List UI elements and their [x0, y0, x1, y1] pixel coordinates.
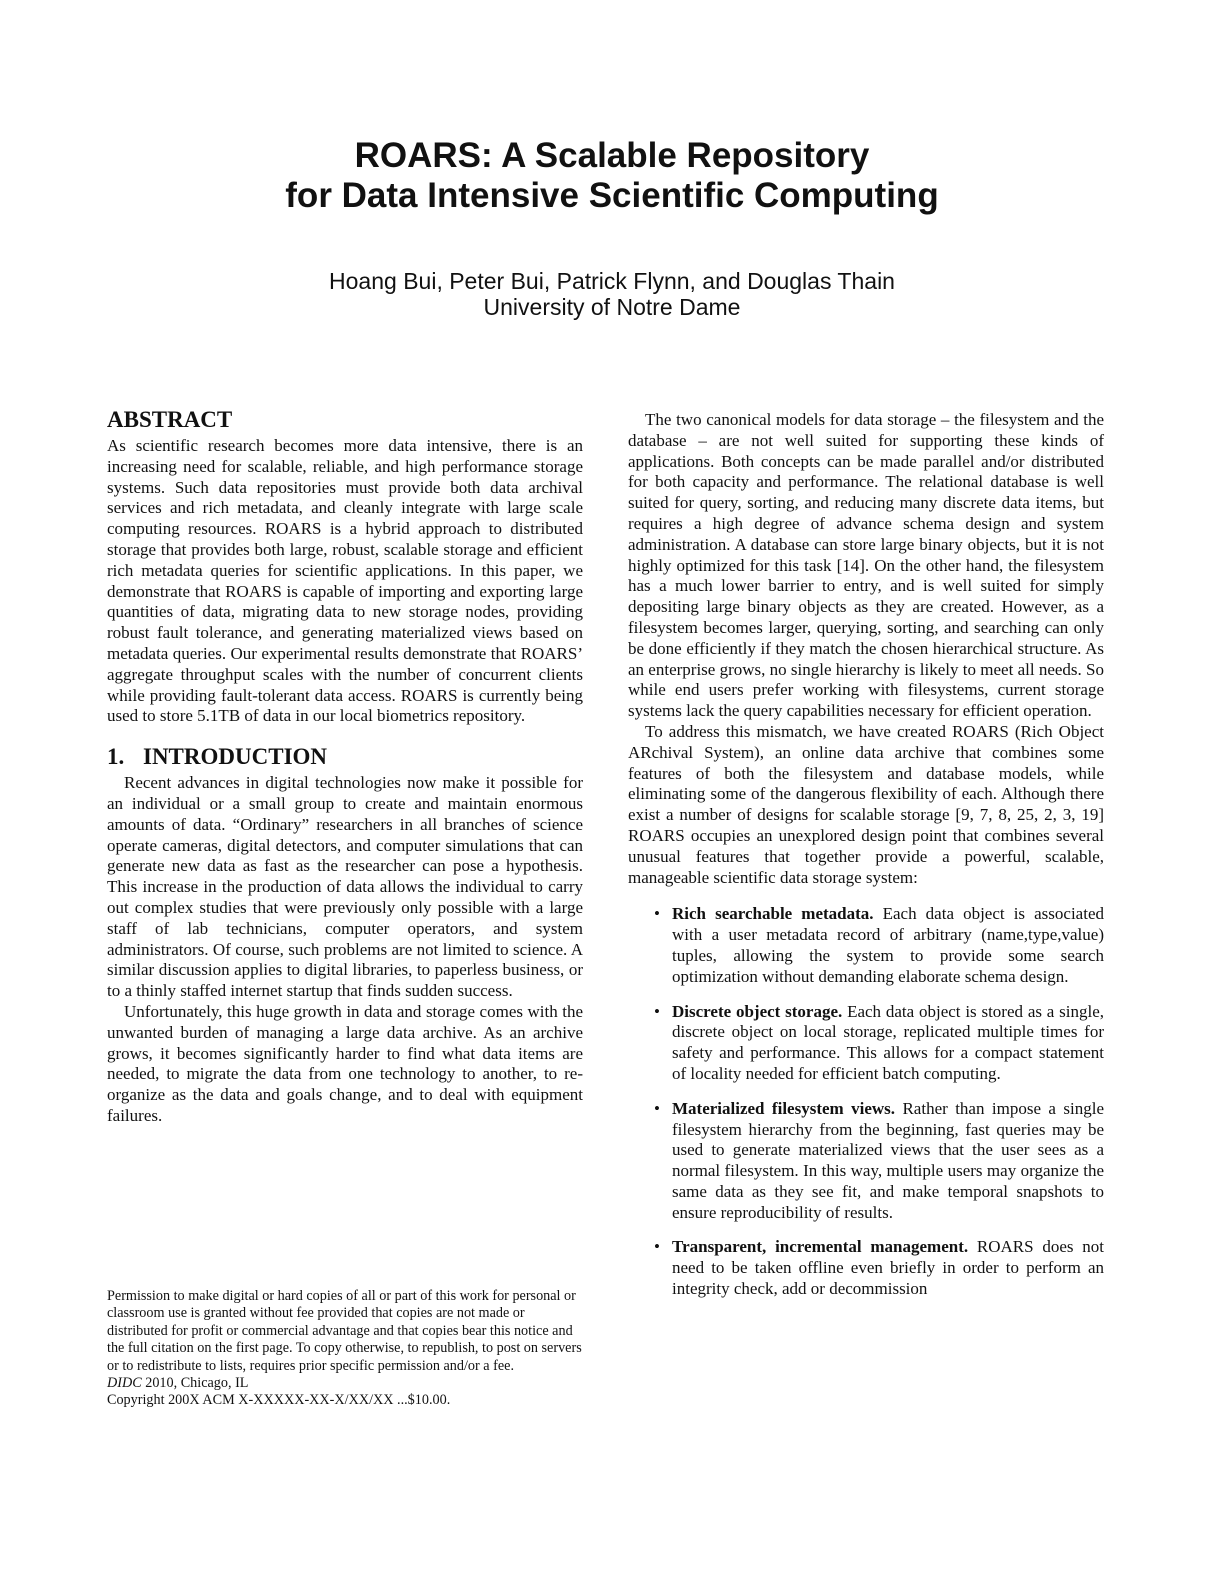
list-item-title: Rich searchable metadata.: [672, 904, 874, 924]
permission-notice: [107, 1288, 583, 1410]
right-column: [628, 410, 1104, 1314]
introduction-heading: [107, 743, 583, 771]
list-item: [672, 1237, 1104, 1299]
list-item-text: ROARS does not need to be taken offline even briefly in order to perform an integrity check, add or decommission: [672, 1237, 1104, 1299]
venue-name: DIDC: [107, 1375, 142, 1392]
paper-title: [0, 136, 1224, 216]
intro-paragraph-1: Recent advances in digital technologies now make it possible for an individual or a small group to create and maintain enormous amounts of data. “Ordinary” researchers in all branches of science operate cameras, digital detectors, and computer simulations that can generate new data as fast as the researcher can pose a hypothesis. This increase in the production of data allows the individual to carry out complex studies that were previously only possible with a large staff of lab technicians, computer operators, and system administrators. Of course, such problems are not limited to science. A similar discussion applies to digital libraries, to paperless business, or to a thinly staffed internet startup that finds sudden success.: [107, 773, 583, 1001]
venue-line: [107, 1375, 583, 1392]
list-item-title: Discrete object storage.: [672, 1001, 843, 1021]
body-paragraph-2: To address this mismatch, we have created ROARS (Rich Object ARchival System), an online data archive that combines some features of both the filesystem and database models, while eliminating some of the dangerous flexibility of each. Although there exist a number of designs for scalable storage [9, 7, 8, 25, 2, 3, 19] ROARS occupies an unexplored design point that combines several unusual features that together provide a powerful, scalable, manageable scientific data storage system:: [628, 721, 1104, 887]
title-line-2: for Data Intensive Scientific Computing: [285, 176, 939, 215]
list-item-title: Transparent, incremental management.: [672, 1237, 969, 1257]
copyright-line: Copyright 200X ACM X-XXXXX-XX-X/XX/XX ...$10.00.: [107, 1392, 451, 1409]
list-item-text: Each data object is associated with a user metadata record of arbitrary (name,type,value) tuples, allowing the system to provide some search optimization without demanding elaborate schema design.: [672, 904, 1104, 986]
list-item-title: Materialized filesystem views.: [672, 1098, 896, 1118]
intro-paragraph-2: Unfortunately, this huge growth in data and storage comes with the unwanted burden of managing a large data archive. As an archive grows, it becomes significantly harder to find what data items are needed, to migrate the data from one technology to another, to re-organize as the data and goals change, and to deal with equipment failures.: [107, 1001, 583, 1125]
list-item: [672, 1099, 1104, 1224]
venue-details: 2010, Chicago, IL: [141, 1375, 249, 1392]
body-paragraph-1: The two canonical models for data storage – the filesystem and the database – are not well suited for supporting these kinds of applications. Both concepts can be made parallel and/or distributed for both capacity and performance. The relational database is well suited for query, sorting, and reducing many discrete data items, but requires a high degree of advance schema design and system administration. A database can store large binary objects, but it is not highly optimized for this task [14]. On the other hand, the filesystem has a much lower barrier to entry, and is well suited for simply depositing large binary objects as they are created. However, as a filesystem becomes larger, querying, sorting, and searching can only be done efficiently if they match the chosen hierarchical structure. As an enterprise grows, no single hierarchy is likely to meet all needs. So while end users prefer working with filesystems, current storage systems lack the query capabilities necessary for efficient operation.: [628, 410, 1104, 721]
section-number: 1.: [107, 744, 125, 770]
list-item-text: Rather than impose a single filesystem hierarchy from the beginning, fast queries may be used to generate materialized views that the user sees as a normal filesystem. In this way, multiple users may organize the same data as they see fit, and make temporal snapshots to ensure reproducibility of results.: [672, 1098, 1104, 1222]
author-affiliation: University of Notre Dame: [483, 294, 741, 320]
list-item: [672, 904, 1104, 987]
author-names: Hoang Bui, Peter Bui, Patrick Flynn, and Douglas Thain: [329, 268, 895, 294]
left-column: [107, 406, 583, 1127]
permission-text: Permission to make digital or hard copies of all or part of this work for personal or classroom use is granted without fee provided that copies are not made or distributed for profit or commercial advantage and that copies bear this notice and the full citation on the first page. To copy otherwise, to republish, to post on servers or to redistribute to lists, requires prior specific permission and/or a fee.: [107, 1288, 582, 1374]
author-block: [0, 268, 1224, 320]
feature-list: [628, 904, 1104, 1300]
title-line-1: ROARS: A Scalable Repository: [354, 136, 870, 175]
list-item-text: Each data object is stored as a single, discrete object on local storage, replicated multiple times for safety and performance. This allows for a compact statement of locality needed for efficient batch computing.: [672, 1001, 1105, 1083]
abstract-text: As scientific research becomes more data intensive, there is an increasing need for scalable, reliable, and high performance storage systems. Such data repositories must provide both data archival services and rich metadata, and cleanly integrate with large scale computing resources. ROARS is a hybrid approach to distributed storage that provides both large, robust, scalable storage and efficient rich metadata queries for scientific applications. In this paper, we demonstrate that ROARS is capable of importing and exporting large quantities of data, migrating data to new storage nodes, providing robust fault tolerance, and generating materialized views based on metadata queries. Our experimental results demonstrate that ROARS’ aggregate throughput scales with the number of concurrent clients while providing fault-tolerant data access. ROARS is currently being used to store 5.1TB of data in our local biometrics repository.: [107, 436, 583, 726]
abstract-heading: ABSTRACT: [107, 407, 233, 432]
list-item: [672, 1002, 1104, 1085]
section-title: INTRODUCTION: [143, 744, 328, 770]
